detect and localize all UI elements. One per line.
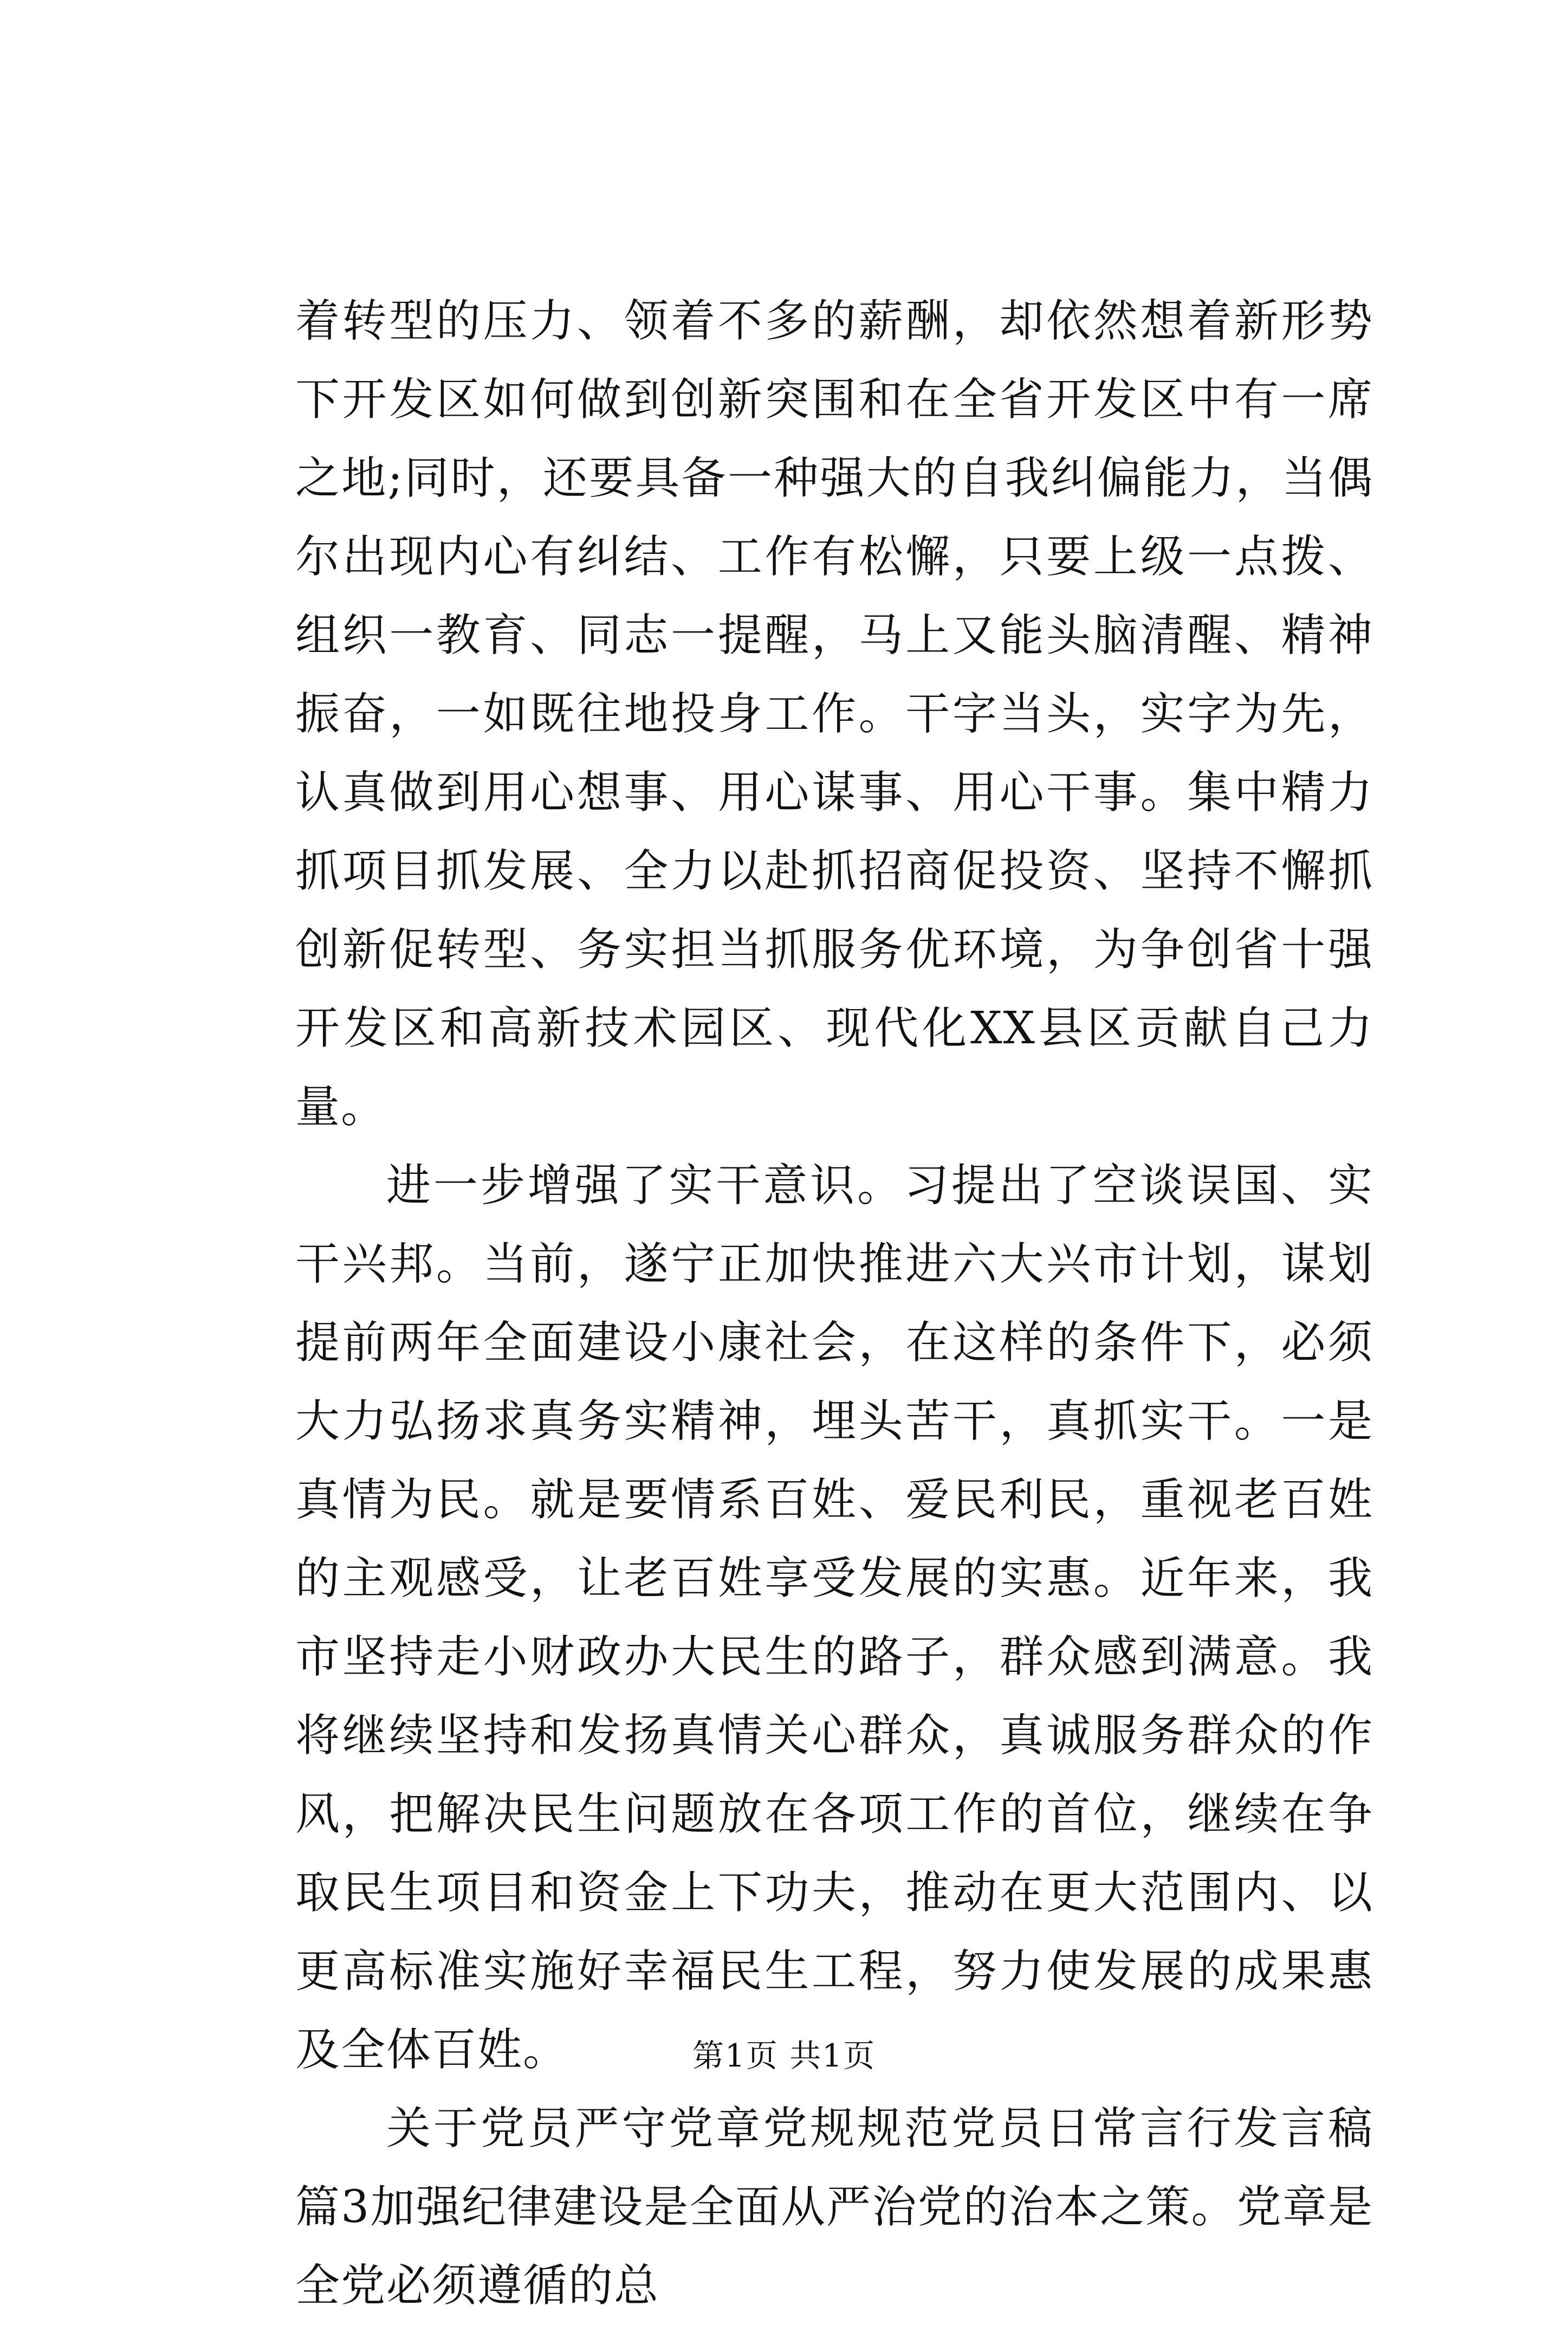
paragraph-3: 关于党员严守党章党规规范党员日常言行发言稿篇3加强纪律建设是全面从严治党的治本之策。党章是全党必须遵循的总 <box>295 2103 1373 2311</box>
page-footer: 第1页 共1页 <box>692 2037 876 2074</box>
paragraph-2: 进一步增强了实干意识。习提出了空谈误国、实干兴邦。当前，遂宁正加快推进六大兴市计划，谋划提前两年全面建设小康社会，在这样的条件下，必须大力弘扬求真务实精神，埋头苦干，真抓实干。一是真情为民。就是要情系百姓、爱民利民，重视老百姓的主观感受，让老百姓享受发展的实惠。近年来，我市坚持走小财政办大民生的路子，群众感到满意。我将继续坚持和发扬真情关心群众，真诚服务群众的作风，把解决民生问题放在各项工作的首位，继续在争取民生项目和资金上下功夫，推动在更大范围内、以更高标准实施好幸福民生工程，努力使发展的成果惠及全体百姓。 <box>295 1160 1373 2076</box>
paragraph-1: 着转型的压力、领着不多的薪酬，却依然想着新形势下开发区如何做到创新突围和在全省开发区中有一席之地;同时，还要具备一种强大的自我纠偏能力，当偶尔出现内心有纠结、工作有松懈，只要上级一点拨、组织一教育、同志一提醒，马上又能头脑清醒、精神振奋，一如既往地投身工作。干字当头，实字为先，认真做到用心想事、用心谋事、用心干事。集中精力抓项目抓发展、全力以赴抓招商促投资、坚持不懈抓创新促转型、务实担当抓服务优环境，为争创省十强开发区和高新技术园区、现代化XX县区贡献自己力量。 <box>295 295 1373 1133</box>
document-body <box>295 282 1373 2325</box>
